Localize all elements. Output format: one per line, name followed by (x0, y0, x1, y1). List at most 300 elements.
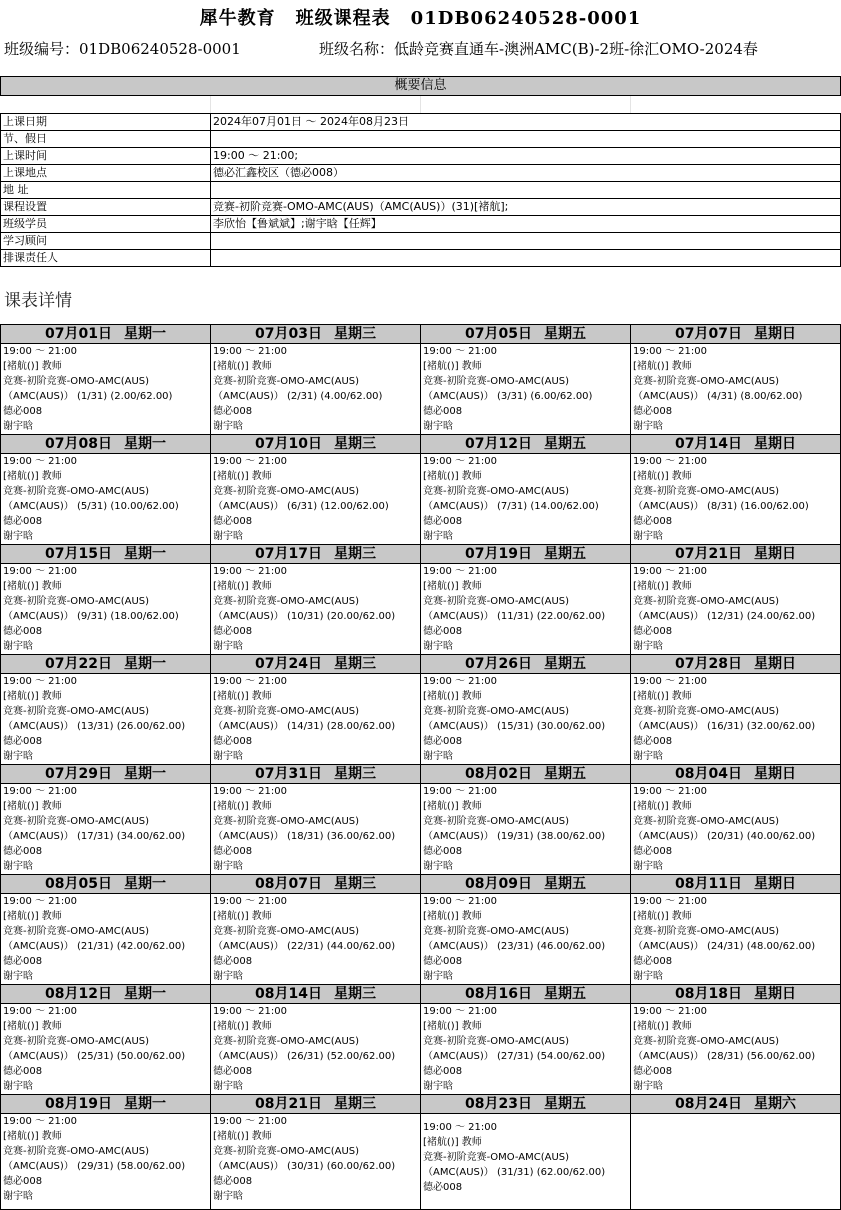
session-time: 19:00 ～ 21:00 (213, 1116, 287, 1127)
overview-row (1, 148, 841, 165)
session-progress: （AMC(AUS)） (26/31) (52.00/62.00) (213, 1051, 396, 1062)
session-cell (211, 1114, 421, 1210)
day-date: 08月04日 (675, 766, 742, 782)
session-teacher: [褚航()] 教师 (213, 801, 272, 812)
day-date: 07月21日 (675, 546, 742, 562)
week-body-row (1, 1004, 841, 1095)
day-weekday: 星期日 (753, 656, 796, 672)
session-teacher: [褚航()] 教师 (423, 361, 482, 372)
session-student: 谢宇晗 (213, 971, 243, 982)
overview-row (1, 182, 841, 199)
session-teacher: [褚航()] 教师 (633, 471, 692, 482)
overview-label: 学习顾问 (1, 233, 211, 250)
session-course: 竞赛-初阶竞赛-OMO-AMC(AUS) (213, 1036, 360, 1047)
session-student: 谢宇晗 (423, 1081, 453, 1092)
session-course: 竞赛-初阶竞赛-OMO-AMC(AUS) (423, 926, 570, 937)
session-time: 19:00 ～ 21:00 (3, 896, 77, 907)
session-cell (1, 1114, 211, 1210)
day-header (1, 985, 211, 1004)
session-course: 竞赛-初阶竞赛-OMO-AMC(AUS) (423, 1152, 570, 1163)
day-date: 08月11日 (675, 876, 742, 892)
overview-row (1, 250, 841, 267)
sheet-gridline (420, 94, 421, 113)
overview-value (211, 182, 841, 199)
day-header (211, 545, 421, 564)
overview-label: 上课时间 (1, 148, 211, 165)
class-code-value: 01DB06240528-0001 (79, 40, 241, 58)
day-header (631, 655, 841, 674)
session-cell (211, 674, 421, 765)
session-room: 德必008 (213, 626, 253, 637)
overview-row (1, 199, 841, 216)
session-cell (421, 784, 631, 875)
session-student: 谢宇晗 (423, 751, 453, 762)
session-time: 19:00 ～ 21:00 (633, 456, 707, 467)
day-header (421, 985, 631, 1004)
session-course: 竞赛-初阶竞赛-OMO-AMC(AUS) (213, 816, 360, 827)
session-teacher: [褚航()] 教师 (3, 911, 62, 922)
session-course: 竞赛-初阶竞赛-OMO-AMC(AUS) (3, 596, 150, 607)
session-cell (211, 454, 421, 545)
session-room: 德必008 (423, 1182, 463, 1193)
session-cell (631, 674, 841, 765)
session-room: 德必008 (3, 956, 43, 967)
session-teacher: [褚航()] 教师 (633, 801, 692, 812)
session-cell (421, 1004, 631, 1095)
session-course: 竞赛-初阶竞赛-OMO-AMC(AUS) (633, 486, 780, 497)
day-header (631, 325, 841, 344)
session-time: 19:00 ～ 21:00 (423, 896, 497, 907)
session-student: 谢宇晗 (423, 641, 453, 652)
session-student: 谢宇晗 (213, 1081, 243, 1092)
session-course: 竞赛-初阶竞赛-OMO-AMC(AUS) (423, 486, 570, 497)
session-student: 谢宇晗 (3, 861, 33, 872)
session-time: 19:00 ～ 21:00 (633, 346, 707, 357)
day-weekday: 星期三 (333, 436, 376, 452)
day-date: 08月19日 (45, 1096, 112, 1112)
class-code-label: 班级编号： (4, 40, 80, 58)
session-course: 竞赛-初阶竞赛-OMO-AMC(AUS) (633, 1036, 780, 1047)
session-progress: （AMC(AUS)） (16/31) (32.00/62.00) (633, 721, 816, 732)
day-weekday: 星期五 (543, 546, 586, 562)
session-student: 谢宇晗 (3, 531, 33, 542)
session-time: 19:00 ～ 21:00 (3, 346, 77, 357)
session-time: 19:00 ～ 21:00 (3, 676, 77, 687)
session-room: 德必008 (3, 736, 43, 747)
day-header (1, 545, 211, 564)
day-date: 07月01日 (45, 326, 112, 342)
day-weekday: 星期五 (543, 656, 586, 672)
class-name-info (319, 36, 758, 62)
day-header (211, 655, 421, 674)
day-header (421, 325, 631, 344)
session-teacher: [褚航()] 教师 (633, 691, 692, 702)
session-time: 19:00 ～ 21:00 (213, 786, 287, 797)
session-cell (631, 454, 841, 545)
session-room: 德必008 (3, 846, 43, 857)
day-date: 08月23日 (465, 1096, 532, 1112)
day-header (211, 985, 421, 1004)
week-header-row (1, 325, 841, 344)
session-time: 19:00 ～ 21:00 (213, 896, 287, 907)
session-teacher: [褚航()] 教师 (3, 801, 62, 812)
session-room: 德必008 (3, 516, 43, 527)
session-room: 德必008 (213, 1176, 253, 1187)
session-teacher: [褚航()] 教师 (213, 361, 272, 372)
day-date: 08月09日 (465, 876, 532, 892)
session-room: 德必008 (213, 1066, 253, 1077)
session-progress: （AMC(AUS)） (25/31) (50.00/62.00) (3, 1051, 186, 1062)
session-cell (421, 344, 631, 435)
day-date: 08月14日 (255, 986, 322, 1002)
session-progress: （AMC(AUS)） (23/31) (46.00/62.00) (423, 941, 606, 952)
day-header (1, 765, 211, 784)
session-cell (421, 674, 631, 765)
day-date: 07月31日 (255, 766, 322, 782)
session-time: 19:00 ～ 21:00 (213, 456, 287, 467)
session-cell (631, 1114, 841, 1210)
session-teacher: [褚航()] 教师 (213, 471, 272, 482)
day-date: 07月17日 (255, 546, 322, 562)
session-teacher: [褚航()] 教师 (213, 1131, 272, 1142)
session-student: 谢宇晗 (633, 531, 663, 542)
day-weekday: 星期日 (753, 436, 796, 452)
overview-label: 班级学员 (1, 216, 211, 233)
day-header (211, 875, 421, 894)
session-time: 19:00 ～ 21:00 (213, 346, 287, 357)
session-room: 德必008 (423, 406, 463, 417)
day-date: 07月07日 (675, 326, 742, 342)
day-date: 08月16日 (465, 986, 532, 1002)
session-progress: （AMC(AUS)） (24/31) (48.00/62.00) (633, 941, 816, 952)
day-weekday: 星期一 (123, 766, 166, 782)
day-header (631, 435, 841, 454)
session-course: 竞赛-初阶竞赛-OMO-AMC(AUS) (423, 596, 570, 607)
day-header (211, 765, 421, 784)
session-time: 19:00 ～ 21:00 (3, 1006, 77, 1017)
day-date: 08月02日 (465, 766, 532, 782)
day-header (421, 545, 631, 564)
day-header (631, 985, 841, 1004)
session-progress: （AMC(AUS)） (14/31) (28.00/62.00) (213, 721, 396, 732)
session-teacher: [褚航()] 教师 (3, 1021, 62, 1032)
session-cell (421, 1114, 631, 1210)
session-time: 19:00 ～ 21:00 (633, 786, 707, 797)
session-room: 德必008 (213, 406, 253, 417)
overview-value: 竞赛-初阶竞赛-OMO-AMC(AUS)（AMC(AUS)）(31)[褚航]; (211, 199, 841, 216)
session-progress: （AMC(AUS)） (20/31) (40.00/62.00) (633, 831, 816, 842)
overview-row (1, 165, 841, 182)
day-date: 08月24日 (675, 1096, 742, 1112)
session-progress: （AMC(AUS)） (29/31) (58.00/62.00) (3, 1161, 186, 1172)
session-progress: （AMC(AUS)） (11/31) (22.00/62.00) (423, 611, 606, 622)
session-cell (1, 1004, 211, 1095)
day-date: 07月28日 (675, 656, 742, 672)
overview-value (211, 131, 841, 148)
schedule-section-title: 课表详情 (4, 291, 72, 311)
session-room: 德必008 (423, 626, 463, 637)
session-room: 德必008 (213, 736, 253, 747)
session-student: 谢宇晗 (213, 751, 243, 762)
day-weekday: 星期三 (333, 326, 376, 342)
session-course: 竞赛-初阶竞赛-OMO-AMC(AUS) (633, 816, 780, 827)
session-progress: （AMC(AUS)） (19/31) (38.00/62.00) (423, 831, 606, 842)
session-room: 德必008 (423, 516, 463, 527)
day-date: 07月14日 (675, 436, 742, 452)
class-name-value: 低龄竞赛直通车-澳洲AMC(B)-2班-徐汇OMO-2024春 (394, 40, 758, 58)
day-date: 08月05日 (45, 876, 112, 892)
day-weekday: 星期一 (123, 326, 166, 342)
session-course: 竞赛-初阶竞赛-OMO-AMC(AUS) (633, 926, 780, 937)
session-student: 谢宇晗 (3, 1081, 33, 1092)
overview-row (1, 233, 841, 250)
overview-section-header: 概要信息 (0, 76, 841, 96)
session-student: 谢宇晗 (423, 861, 453, 872)
day-weekday: 星期三 (333, 876, 376, 892)
session-progress: （AMC(AUS)） (2/31) (4.00/62.00) (213, 391, 383, 402)
week-header-row (1, 985, 841, 1004)
day-header (421, 875, 631, 894)
session-student: 谢宇晗 (633, 641, 663, 652)
session-cell (1, 454, 211, 545)
day-weekday: 星期一 (123, 986, 166, 1002)
session-teacher: [褚航()] 教师 (213, 691, 272, 702)
day-weekday: 星期六 (753, 1096, 796, 1112)
session-progress: （AMC(AUS)） (15/31) (30.00/62.00) (423, 721, 606, 732)
class-info-row (0, 36, 841, 62)
day-date: 07月15日 (45, 546, 112, 562)
class-code-info (4, 36, 241, 62)
session-progress: （AMC(AUS)） (17/31) (34.00/62.00) (3, 831, 186, 842)
session-room: 德必008 (633, 846, 673, 857)
session-course: 竞赛-初阶竞赛-OMO-AMC(AUS) (633, 706, 780, 717)
session-progress: （AMC(AUS)） (18/31) (36.00/62.00) (213, 831, 396, 842)
session-time: 19:00 ～ 21:00 (3, 566, 77, 577)
session-progress: （AMC(AUS)） (31/31) (62.00/62.00) (423, 1167, 606, 1178)
page-title (0, 4, 841, 34)
week-body-row (1, 674, 841, 765)
session-course: 竞赛-初阶竞赛-OMO-AMC(AUS) (633, 376, 780, 387)
day-weekday: 星期一 (123, 546, 166, 562)
session-progress: （AMC(AUS)） (21/31) (42.00/62.00) (3, 941, 186, 952)
overview-value (211, 250, 841, 267)
overview-value (211, 233, 841, 250)
session-room: 德必008 (423, 1066, 463, 1077)
session-student: 谢宇晗 (213, 641, 243, 652)
session-teacher: [褚航()] 教师 (213, 1021, 272, 1032)
day-header (1, 875, 211, 894)
day-weekday: 星期日 (753, 986, 796, 1002)
session-teacher: [褚航()] 教师 (423, 1137, 482, 1148)
overview-label: 上课日期 (1, 114, 211, 131)
session-room: 德必008 (423, 736, 463, 747)
session-student: 谢宇晗 (633, 861, 663, 872)
day-weekday: 星期五 (543, 766, 586, 782)
doc-title: 班级课程表 (295, 8, 391, 29)
week-body-row (1, 564, 841, 655)
day-weekday: 星期一 (123, 436, 166, 452)
session-teacher: [褚航()] 教师 (423, 581, 482, 592)
week-header-row (1, 875, 841, 894)
day-header (421, 1095, 631, 1114)
day-header (211, 1095, 421, 1114)
session-course: 竞赛-初阶竞赛-OMO-AMC(AUS) (213, 1146, 360, 1157)
session-course: 竞赛-初阶竞赛-OMO-AMC(AUS) (633, 596, 780, 607)
day-date: 08月21日 (255, 1096, 322, 1112)
session-progress: （AMC(AUS)） (9/31) (18.00/62.00) (3, 611, 179, 622)
overview-label: 排课责任人 (1, 250, 211, 267)
session-progress: （AMC(AUS)） (6/31) (12.00/62.00) (213, 501, 389, 512)
session-teacher: [褚航()] 教师 (423, 691, 482, 702)
session-course: 竞赛-初阶竞赛-OMO-AMC(AUS) (423, 1036, 570, 1047)
session-cell (1, 894, 211, 985)
day-weekday: 星期一 (123, 1096, 166, 1112)
day-weekday: 星期五 (543, 1096, 586, 1112)
day-header (631, 545, 841, 564)
session-course: 竞赛-初阶竞赛-OMO-AMC(AUS) (423, 706, 570, 717)
day-header (1, 1095, 211, 1114)
day-date: 07月26日 (465, 656, 532, 672)
class-code-title: 01DB06240528-0001 (410, 8, 642, 29)
session-cell (631, 564, 841, 655)
session-time: 19:00 ～ 21:00 (423, 786, 497, 797)
week-header-row (1, 1095, 841, 1114)
session-room: 德必008 (633, 516, 673, 527)
day-header (1, 435, 211, 454)
session-student: 谢宇晗 (3, 421, 33, 432)
session-room: 德必008 (3, 1176, 43, 1187)
session-student: 谢宇晗 (213, 421, 243, 432)
org-name: 犀牛教育 (199, 8, 276, 29)
session-teacher: [褚航()] 教师 (633, 1021, 692, 1032)
session-progress: （AMC(AUS)） (13/31) (26.00/62.00) (3, 721, 186, 732)
session-time: 19:00 ～ 21:00 (213, 676, 287, 687)
session-course: 竞赛-初阶竞赛-OMO-AMC(AUS) (213, 596, 360, 607)
overview-row (1, 216, 841, 233)
session-cell (211, 1004, 421, 1095)
day-weekday: 星期五 (543, 436, 586, 452)
session-time: 19:00 ～ 21:00 (423, 1006, 497, 1017)
day-weekday: 星期一 (123, 656, 166, 672)
session-course: 竞赛-初阶竞赛-OMO-AMC(AUS) (423, 816, 570, 827)
day-date: 07月03日 (255, 326, 322, 342)
session-room: 德必008 (3, 1066, 43, 1077)
overview-row (1, 131, 841, 148)
session-teacher: [褚航()] 教师 (3, 471, 62, 482)
day-date: 07月29日 (45, 766, 112, 782)
day-date: 08月07日 (255, 876, 322, 892)
session-student: 谢宇晗 (633, 421, 663, 432)
session-course: 竞赛-初阶竞赛-OMO-AMC(AUS) (423, 376, 570, 387)
session-room: 德必008 (633, 626, 673, 637)
session-progress: （AMC(AUS)） (30/31) (60.00/62.00) (213, 1161, 396, 1172)
day-date: 07月12日 (465, 436, 532, 452)
session-teacher: [褚航()] 教师 (213, 581, 272, 592)
session-room: 德必008 (213, 516, 253, 527)
week-body-row (1, 454, 841, 545)
session-cell (421, 894, 631, 985)
day-date: 07月24日 (255, 656, 322, 672)
session-student: 谢宇晗 (633, 751, 663, 762)
session-room: 德必008 (3, 626, 43, 637)
session-student: 谢宇晗 (423, 971, 453, 982)
session-time: 19:00 ～ 21:00 (3, 456, 77, 467)
day-weekday: 星期日 (753, 876, 796, 892)
session-room: 德必008 (213, 956, 253, 967)
session-time: 19:00 ～ 21:00 (423, 676, 497, 687)
session-student: 谢宇晗 (3, 1191, 33, 1202)
day-date: 07月22日 (45, 656, 112, 672)
session-room: 德必008 (3, 406, 43, 417)
overview-label: 上课地点 (1, 165, 211, 182)
day-header (421, 435, 631, 454)
session-room: 德必008 (423, 846, 463, 857)
overview-value: 19:00 ～ 21:00; (211, 148, 841, 165)
session-course: 竞赛-初阶竞赛-OMO-AMC(AUS) (3, 1146, 150, 1157)
session-time: 19:00 ～ 21:00 (423, 1122, 497, 1133)
day-date: 07月10日 (255, 436, 322, 452)
week-header-row (1, 655, 841, 674)
sheet-gridline (210, 94, 211, 113)
session-teacher: [褚航()] 教师 (423, 1021, 482, 1032)
week-body-row (1, 344, 841, 435)
day-weekday: 星期五 (543, 326, 586, 342)
session-cell (211, 894, 421, 985)
day-date: 07月19日 (465, 546, 532, 562)
session-teacher: [褚航()] 教师 (3, 361, 62, 372)
session-student: 谢宇晗 (633, 971, 663, 982)
session-teacher: [褚航()] 教师 (3, 1131, 62, 1142)
session-progress: （AMC(AUS)） (4/31) (8.00/62.00) (633, 391, 803, 402)
session-student: 谢宇晗 (3, 751, 33, 762)
session-course: 竞赛-初阶竞赛-OMO-AMC(AUS) (3, 376, 150, 387)
session-course: 竞赛-初阶竞赛-OMO-AMC(AUS) (3, 486, 150, 497)
overview-value: 德必汇鑫校区（德必008） (211, 165, 841, 182)
day-weekday: 星期三 (333, 656, 376, 672)
session-teacher: [褚航()] 教师 (3, 691, 62, 702)
week-body-row (1, 1114, 841, 1210)
sheet-gridline (630, 94, 631, 113)
session-course: 竞赛-初阶竞赛-OMO-AMC(AUS) (213, 926, 360, 937)
day-header (421, 765, 631, 784)
day-weekday: 星期一 (123, 876, 166, 892)
day-weekday: 星期三 (333, 1096, 376, 1112)
session-cell (1, 784, 211, 875)
class-name-label: 班级名称： (319, 40, 395, 58)
session-progress: （AMC(AUS)） (5/31) (10.00/62.00) (3, 501, 179, 512)
session-student: 谢宇晗 (423, 531, 453, 542)
session-progress: （AMC(AUS)） (27/31) (54.00/62.00) (423, 1051, 606, 1062)
session-cell (1, 564, 211, 655)
day-weekday: 星期日 (753, 546, 796, 562)
session-cell (1, 674, 211, 765)
session-student: 谢宇晗 (3, 641, 33, 652)
overview-label: 节、假日 (1, 131, 211, 148)
session-room: 德必008 (633, 736, 673, 747)
session-teacher: [褚航()] 教师 (3, 581, 62, 592)
session-room: 德必008 (633, 406, 673, 417)
session-course: 竞赛-初阶竞赛-OMO-AMC(AUS) (3, 816, 150, 827)
session-teacher: [褚航()] 教师 (633, 361, 692, 372)
session-cell (631, 344, 841, 435)
session-student: 谢宇晗 (3, 971, 33, 982)
day-header (211, 435, 421, 454)
day-weekday: 星期五 (543, 986, 586, 1002)
session-cell (631, 894, 841, 985)
session-room: 德必008 (633, 956, 673, 967)
day-header (211, 325, 421, 344)
overview-label: 课程设置 (1, 199, 211, 216)
